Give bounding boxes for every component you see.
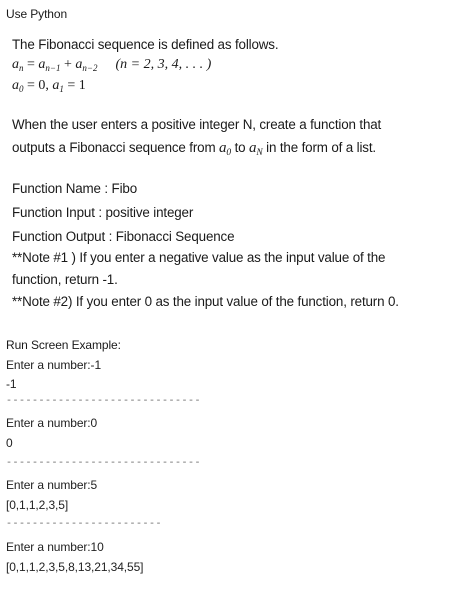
function-output: Function Output : Fibonacci Sequence [12,229,235,244]
task-from-sub: 0 [226,148,232,158]
example-prompt: Enter a number:0 [6,416,98,430]
example-prompt: Enter a number:10 [6,540,104,554]
initial-a1-value: = 1 [63,78,86,93]
initial-a1-sub: 1 [59,84,64,94]
task-to-sub: N [256,148,263,158]
recurrence-formula [12,58,211,72]
header-text: Use Python [6,7,68,21]
example-output: 0 [6,436,13,450]
task-line-2-mid: to [231,140,250,155]
recurrence-lhs-sub: n [19,63,24,73]
initial-values [12,79,86,93]
recurrence-term2-sub: n−2 [82,63,98,73]
example-separator: ------------------------------ [6,458,202,469]
example-output: [0,1,1,2,3,5] [6,498,69,512]
example-separator: ------------------------------ [6,396,202,407]
example-prompt: Enter a number:-1 [6,358,102,372]
example-separator: ------------------------ [6,519,163,530]
task-line-1: When the user enters a positive integer N, create a function that [12,117,382,132]
task-line-2-pre: outputs a Fibonacci sequence from [12,140,220,155]
recurrence-range: (n = 2, 3, 4, . . . ) [115,57,212,72]
task-from-var: a [219,140,227,156]
recurrence-eq: = [23,57,39,72]
note-1-line-1: **Note #1 ) If you enter a negative value as the input value of the [12,250,386,265]
initial-a1: a [52,78,60,93]
recurrence-term2: a [75,57,83,72]
example-prompt: Enter a number:5 [6,478,98,492]
run-screen-title: Run Screen Example: [6,338,121,352]
task-line-2 [12,141,376,156]
initial-a0: a [12,78,19,93]
recurrence-term1: a [38,57,46,72]
note-2: **Note #2) If you enter 0 as the input value of the function, return 0. [12,294,399,309]
recurrence-plus: + [60,57,76,72]
note-1-line-2: function, return -1. [12,272,118,287]
function-name: Function Name : Fibo [12,181,138,196]
recurrence-term1-sub: n−1 [45,63,61,73]
function-input: Function Input : positive integer [12,205,194,220]
task-to-var: a [249,140,257,156]
example-output: -1 [6,377,17,391]
initial-a0-sub: 0 [19,84,24,94]
task-line-2-post: in the form of a list. [262,140,376,155]
recurrence-lhs: a [12,57,19,72]
initial-a0-value: = 0, [23,78,53,93]
example-output: [0,1,1,2,3,5,8,13,21,34,55] [6,560,144,574]
definition-intro: The Fibonacci sequence is defined as follows. [12,37,279,52]
